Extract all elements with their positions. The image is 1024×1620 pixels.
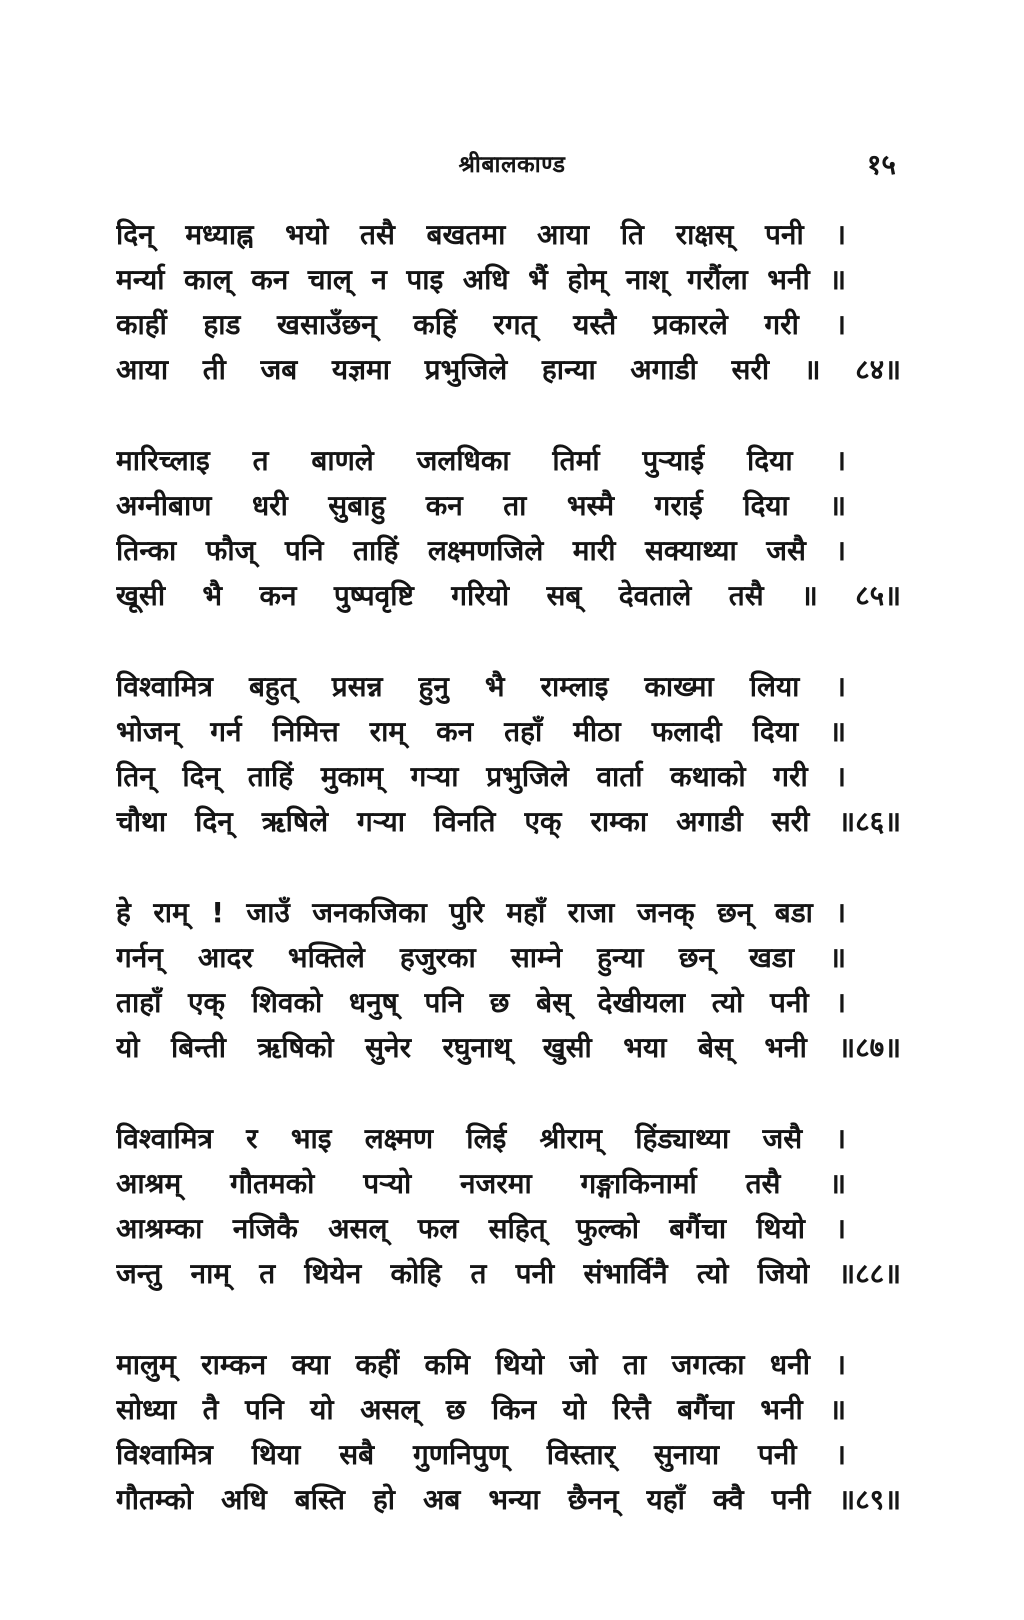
verse-line: विश्वामित्र र भाइ लक्ष्मण लिई श्रीराम् हिंड्याथ्या जसै । [116,1122,846,1155]
verse-line: सोध्या तै पनि यो असल् छ किन यो रित्तै बगैंचा भनी ॥ [116,1393,846,1426]
stanza-89 [116,1342,901,1522]
verse-line: आश्रम्का नजिकै असल् फल सहित् फुल्को बगैंचा थियो । [116,1212,846,1245]
verse-line: आश्रम् गौतमको पऱ्यो नजरमा गङ्गाकिनार्मा तसै ॥ [116,1167,846,1200]
verse-line: मालुम् राम्कन क्या कहीं कमि थियो जो ता जगत्का धनी । [116,1348,846,1381]
page-number: १५ [866,148,896,181]
chapter-title: श्रीबालकाण्ड [458,152,566,178]
verse-line: गर्नन् आदर भक्तिले हजुरका साम्ने हुन्या छन् खडा ॥ [116,941,846,974]
verse-line: विश्वामित्र बहुत् प्रसन्न हुनु भै राम्लाइ काख्मा लिया । [116,670,846,703]
verse-line: जन्तु नाम् त थियेन कोहि त पनी संभार्विनै त्यो जियो ॥८८॥ [116,1257,901,1290]
verse-line: खूसी भै कन पुष्पवृष्टि गरियो सब् देवताले तसै ॥ ८५॥ [116,579,901,612]
stanza-84 [116,212,901,392]
verse-line: तिन्का फौज् पनि ताहिं लक्ष्मणजिले मारी सक्याथ्या जसै । [116,534,846,567]
stanza-86 [116,664,901,844]
stanza-87 [116,890,901,1070]
verse-line: अग्नीबाण धरी सुबाहु कन ता भस्मै गराई दिया ॥ [116,489,846,522]
verse-line: भोजन् गर्न निमित्त राम् कन तहाँ मीठा फलादी दिया ॥ [116,715,846,748]
running-head [0,143,1024,183]
verse-line: मर्न्या काल् कन चाल् न पाइ अधि भैं होम् नाश् गरौंला भनी ॥ [116,263,846,296]
verse-line: काहीं हाड खसाउँछन् कहिं रगत् यस्तै प्रकारले गरी । [116,308,846,341]
verse-line: आया ती जब यज्ञमा प्रभुजिले हान्या अगाडी सरी ॥ ८४॥ [116,353,901,386]
verse-line: यो बिन्ती ऋषिको सुनेर रघुनाथ् खुसी भया बेस् भनी ॥८७॥ [116,1031,901,1064]
verse-line: चौथा दिन् ऋषिले गऱ्या विनति एक् राम्का अगाडी सरी ॥८६॥ [116,805,901,838]
verse-line: मारिच्लाइ त बाणले जलधिका तिर्मा पुऱ्याई दिया । [116,444,846,477]
verse-line: दिन् मध्याह्न भयो तसै बखतमा आया ति राक्षस् पनी । [116,218,846,251]
stanza-85 [116,438,901,618]
verse-line: गौतम्को अधि बस्ति हो अब भन्या छैनन् यहाँ क्वै पनी ॥८९॥ [116,1483,901,1516]
verse-line: तिन् दिन् ताहिं मुकाम् गऱ्या प्रभुजिले वार्ता कथाको गरी । [116,760,846,793]
verse-line: हे राम् ! जाउँ जनकजिका पुरि महाँ राजा जनक् छन् बडा । [116,896,846,929]
verse-block [116,212,901,1568]
verse-line: विश्वामित्र थिया सबै गुणनिपुण् विस्तार् सुनाया पनी । [116,1438,846,1471]
verse-line: ताहाँ एक् शिवको धनुष् पनि छ बेस् देखीयला त्यो पनी । [116,986,846,1019]
stanza-88 [116,1116,901,1296]
